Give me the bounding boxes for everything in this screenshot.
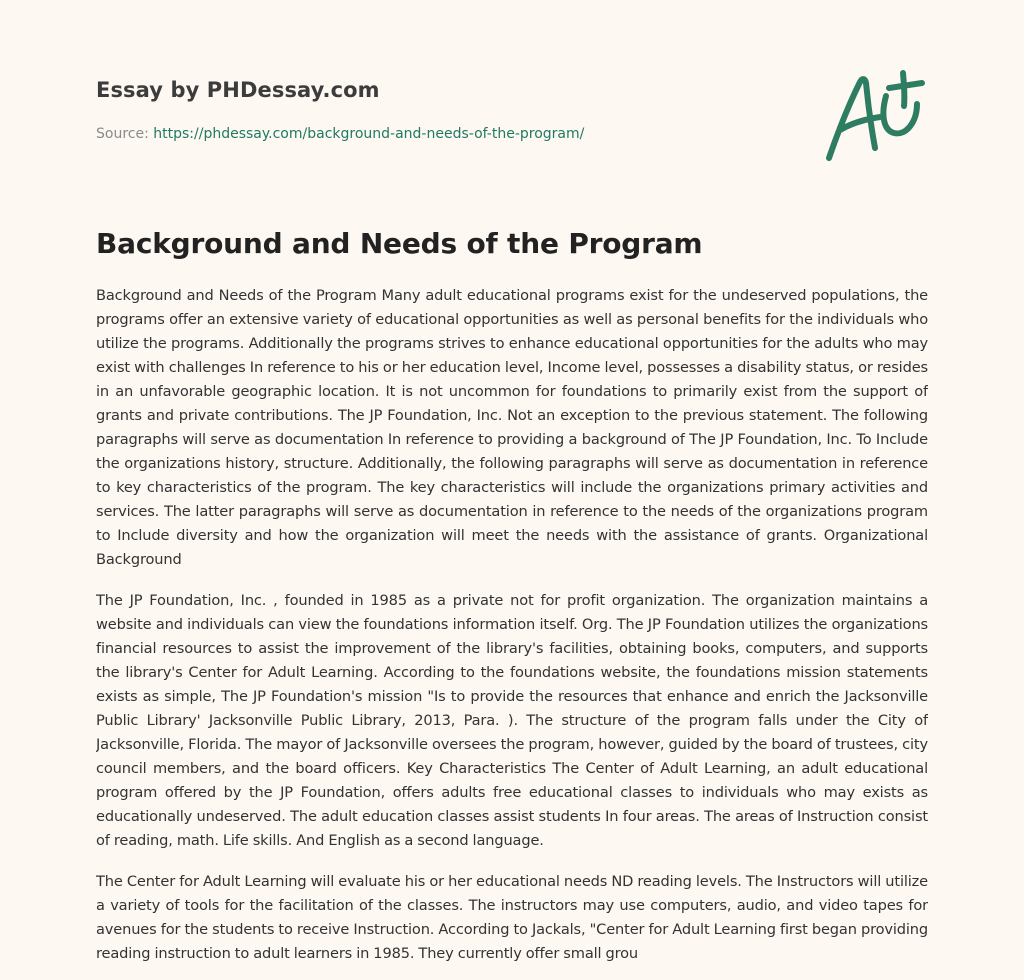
source-line xyxy=(96,124,796,144)
essay-paragraph: Background and Needs of the Program Many adult educational programs exist for the undeserved populations, the programs offer an extensive variety of educational opportunities as well as personal benefits for the individuals who utilize the programs. Additionally the programs strives to enhance educational opportunities for the adults who may exist with challenges In reference to his or her education level, Income level, possesses a disability status, or resides in an unfavorable geographic location. It is not uncommon for foundations to primarily exist from the support of grants and private contributions. The JP Foundation, Inc. Not an exception to the previous statement. The following paragraphs will serve as documentation In reference to providing a background of The JP Foundation, Inc. To Include the organizations history, structure. Additionally, the following paragraphs will serve as documentation in reference to key characteristics of the program. The key characteristics will include the organizations primary activities and services. The latter paragraphs will serve as documentation in reference to the needs of the organizations program to Include diversity and how the organization will meet the needs with the assistance of grants. Organizational Background xyxy=(96,287,928,568)
source-link[interactable]: https://phdessay.com/background-and-needs-of-the-program/ xyxy=(153,126,585,142)
essay-paragraph: The Center for Adult Learning will evaluate his or her educational needs ND reading levels. The Instructors will utilize a variety of tools for the facilitation of the classes. The instructors may use computers, audio, and video tapes for avenues for the students to receive Instruction. According to Jackals, "Center for Adult Learning first began providing reading instruction to adult learners in 1985. They currently offer small grou xyxy=(96,873,928,962)
a-plus-grade-icon xyxy=(818,66,930,166)
site-brand: Essay by PHDessay.com xyxy=(96,78,380,102)
essay-body xyxy=(96,284,928,974)
source-label: Source: xyxy=(96,126,154,142)
site-header xyxy=(96,76,796,144)
essay-title: Background and Needs of the Program xyxy=(96,227,703,260)
essay-paragraph: The JP Foundation, Inc. , founded in 1985 as a private not for profit organization. The organization maintains a website and individuals can view the foundations information itself. Org. The JP Foundation utilizes the organizations financial resources to assist the improvement of the library's facilities, obtaining books, computers, and supports the library's Center for Adult Learning. According to the foundations website, the foundations mission statements exists as simple, The JP Foundation's mission "Is to provide the resources that enhance and enrich the Jacksonville Public Library' Jacksonville Public Library, 2013, Para. ). The structure of the program falls under the City of Jacksonville, Florida. The mayor of Jacksonville oversees the program, however, guided by the board of trustees, city council members, and the board officers. Key Characteristics The Center of Adult Learning, an adult educational program offered by the JP Foundation, offers adults free educational classes to individuals who may exists as educationally undeserved. The adult education classes assist students In four areas. The areas of Instruction consist of reading, math. Life skills. And English as a second language. xyxy=(96,592,928,849)
